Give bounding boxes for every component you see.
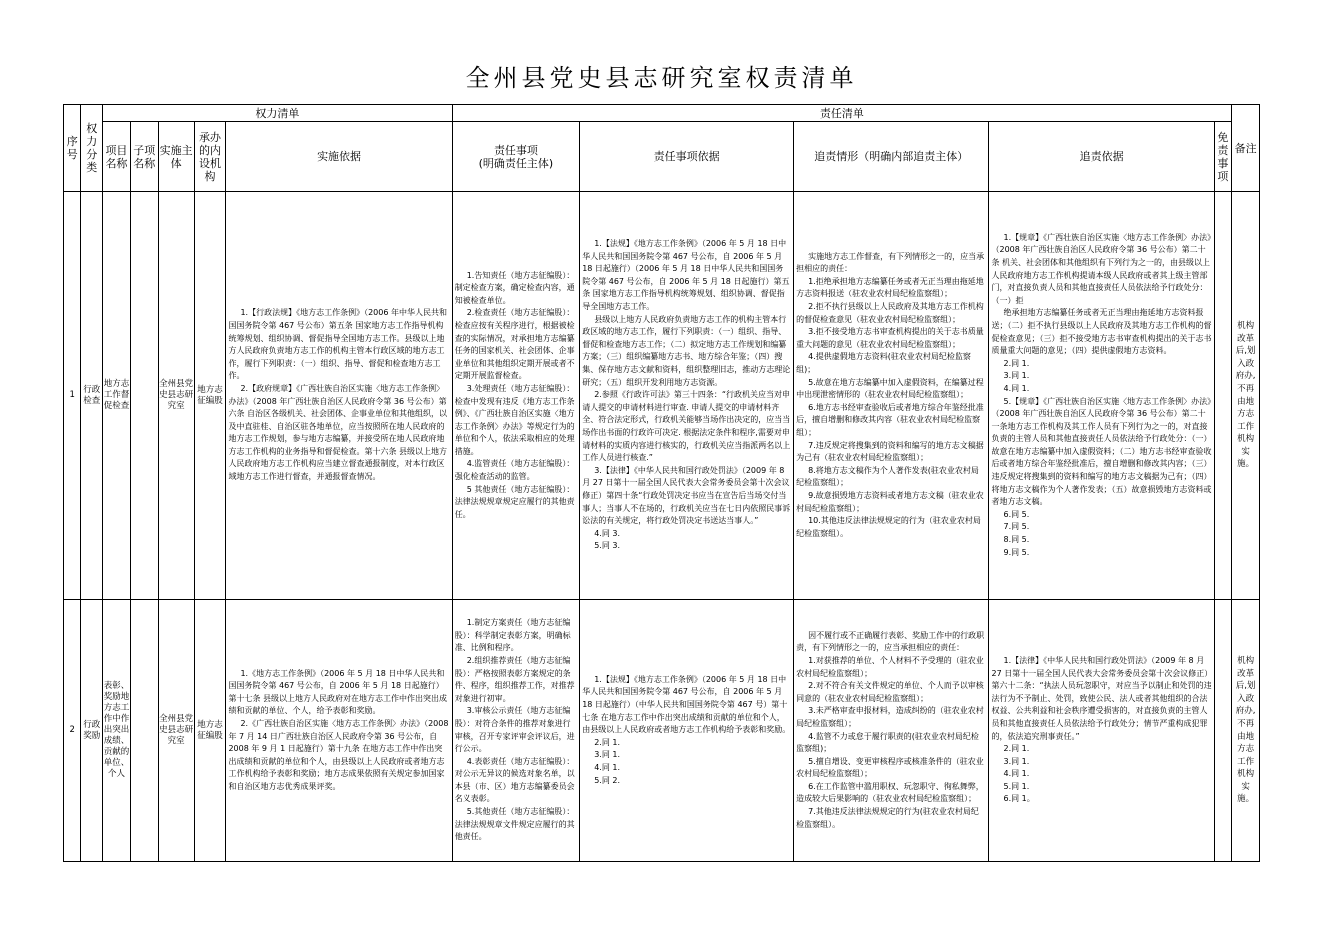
col-resp-item: 责任事项 (明确责任主体): [452, 122, 580, 192]
cell-paragraph: 4.监管责任（地方志征编股）：强化检查活动的监管。: [454, 459, 575, 482]
cell-org: 地方志征编股: [194, 192, 226, 600]
col-org: 承办的内设机构: [194, 122, 226, 192]
cell-basis: [226, 600, 452, 862]
cell-remark: 机构改革后,划入政府办,不再由地方志工作机构实施。: [1232, 192, 1260, 600]
cell-paragraph: 1.对获推荐的单位、个人材料不予受理的（驻农业农村局纪检监察组）；: [796, 655, 984, 678]
cell-paragraph: 4.监管不力或怠于履行职责的(驻农业农村局纪检监察组)；: [796, 731, 979, 754]
responsibility-table: [63, 104, 1260, 862]
cell-paragraph: 5.同 2.: [594, 775, 621, 785]
cell-paragraph: 5.擅自增设、变更审核程序或核准条件的（驻农业农村局纪检监察组）；: [796, 756, 984, 779]
cell-paragraph: 5.同 1.: [1003, 781, 1030, 791]
cell-paragraph: 1.《地方志工作条例》（2006 年 5 月 18 日中华人民共和国国务院令第 467 号公布，自 2006 年 5 月 18 日起施行）第十七条 县级以上地方人民政府对在地方志工作中作出突出成绩和贡献的单位、个人，给予表彰和奖励。: [228, 668, 447, 716]
cell-resp-basis: [580, 192, 794, 600]
cell-paragraph: 4.同 1.: [1003, 769, 1030, 779]
header-resp-list: 责任清单: [452, 105, 1231, 122]
cell-paragraph: 4.同 1.: [1003, 383, 1030, 393]
cell-remark: 机构改革后,划入政府办,不再由地方志工作机构实施。: [1232, 600, 1260, 862]
cell-category: 行政奖励: [81, 600, 103, 862]
cell-paragraph: 3.处理责任（地方志征编股）：检查中发现有违反《地方志工作条例》、《广西壮族自治区实施〈地方志工作条例〉办法》等规定行为的单位和个人，依法采取相应的处理措施。: [454, 383, 575, 456]
cell-resp-item: [452, 192, 580, 600]
cell-paragraph: 3.拒不接受地方志书审查机构提出的关于志书质量重大问题的意见（驻农业农村局纪检监察组）；: [796, 327, 984, 349]
cell-subject: 全州县党史县志研究室: [158, 192, 194, 600]
cell-paragraph: 实施地方志工作督查，有下列情形之一的，应当承担相应的责任：: [796, 251, 985, 274]
header-row-2: [64, 122, 1260, 192]
cell-paragraph: 3.未严格审查申报材料，造成纠纷的（驻农业农村局纪检监察组）；: [796, 706, 984, 728]
cell-paragraph: 2.对不符合有关文件规定的单位、个人而予以审核同意的（驻农业农村局纪检监察组）；: [796, 681, 984, 703]
cell-paragraph: 5.故意在地方志编纂中加入虚假资料，在编纂过程中出现泄密情形的（驻农业农村局纪检监察组）；: [796, 377, 984, 400]
cell-paragraph: 7.同 5.: [1003, 522, 1030, 532]
cell-paragraph: 1.制定方案责任（地方志征编股）：科学制定表彰方案，明确标准、比例和程序。: [454, 618, 571, 653]
cell-resp-item: [452, 600, 580, 862]
cell-basis: [226, 192, 452, 600]
cell-item-name: 地方志工作督促检查: [103, 192, 131, 600]
cell-paragraph: 3.审核公示责任（地方志征编股）：对符合条件的推荐对象进行审核，召开专家评审会评议后，进行公示。: [454, 706, 575, 754]
col-remark: 备注: [1232, 105, 1260, 192]
col-category: 权力分类: [81, 105, 103, 192]
cell-paragraph: 1.【规章】《广西壮族自治区实施〈地方志工作条例〉办法》（2008 年广西壮族自治区人民政府令第 36 号公布）第二十条 机关、社会团体和其他组织有下列行为之一的，由县级以上人民政府地方志工作机构提请本级人民政府或者其上级主管部门，对直接负责人员和其他直接责任人员依法给予行政处分：（一）拒: [991, 232, 1212, 305]
cell-paragraph: 县级以上地方人民政府负责地方志工作的机构主管本行政区域的地方志工作，履行下列职责：（一）组织、指导、督促和检查地方志工作；（二）拟定地方志工作规划和编纂方案；（三）组织编纂地方志书、地方综合年鉴；（四）搜集、保存地方志文献和资料，组织整理旧志，推动方志理论研究；（五）组织开发利用地方志资源。: [582, 314, 791, 387]
col-subject: 实施主体: [158, 122, 194, 192]
cell-seq: 2: [64, 600, 81, 862]
col-seq: 序号: [64, 105, 81, 192]
cell-paragraph: 4.提供虚假地方志资料(驻农业农村局纪检监察组)；: [796, 352, 971, 375]
cell-paragraph: 8.同 5.: [1003, 535, 1030, 545]
cell-paragraph: 2.组织推荐责任（地方志征编股）：严格按照表彰方案规定的条件、程序，组织推荐工作，对推荐对象进行初审。: [454, 655, 575, 703]
cell-paragraph: 1.【法规】《地方志工作条例》（2006 年 5 月 18 日中华人民共和国国务院令第 467 号公布，自 2006 年 5 月 18 日起施行）（中华人民共和国国务院令第 467 号）第十七条 在地方志工作中作出突出成绩和贡献的单位和个人，由县级以上人民政府或者地方志工作机构给予表彰和奖励。: [582, 674, 791, 735]
cell-pursue: [794, 600, 989, 862]
cell-paragraph: 2.参照《行政许可法》第三十四条：“行政机关应当对申请人提交的申请材料进行审查. 申请人提交的申请材料齐全、符合法定形式，行政机关能够当场作出决定的，应当当场作出书面的行政许可决定. 根据法定条件和程序,需要对申请材料的实质内容进行核实的，行政机关应当指派两名以上工作人员进行核查.”: [582, 390, 791, 463]
page-title: 全州县党史县志研究室权责清单: [465, 64, 858, 92]
cell-paragraph: 4.同 3.: [594, 528, 621, 538]
cell-paragraph: 7.违反规定将搜集到的资料和编写的地方志文稿据为己有（驻农业农村局纪检监察组）；: [796, 440, 984, 463]
cell-paragraph: 3.同 1.: [1003, 371, 1030, 381]
cell-paragraph: 因不履行或不正确履行表彰、奖励工作中的行政职责，有下列情形之一的，应当承担相应的责任：: [796, 630, 985, 653]
cell-paragraph: 5 其他责任（地方志征编股）：法律法规规章规定应履行的其他责任。: [454, 484, 575, 519]
cell-paragraph: 1.【法律】《中华人民共和国行政处罚法》（2009 年 8 月 27 日第十一届全国人民代表大会常务委员会第十次会议修正）第六十二条：“执法人员玩忽职守，对应当予以制止和处罚的违法行为不予制止、处罚，致使公民、法人或者其他组织的合法权益、公共利益和社会秩序遭受损害的，对直接负责的主管人员和其他直接责任人员依法给予行政处分；情节严重构成犯罪的，依法追究刑事责任。”: [991, 655, 1212, 741]
cell-paragraph: 2.同 1.: [594, 737, 621, 747]
col-basis: 实施依据: [226, 122, 452, 192]
cell-paragraph: 6.地方志书经审查验收后或者地方综合年鉴经批准后，擅自增删和修改其内容（驻农业农村局纪检监察组）；: [796, 402, 984, 437]
cell-paragraph: 3.同 1.: [594, 750, 621, 760]
cell-pursue-basis: [989, 600, 1214, 862]
cell-exempt: [1214, 192, 1231, 600]
cell-paragraph: 3.同 1.: [1003, 756, 1030, 766]
table-row: [64, 192, 1260, 600]
cell-paragraph: 6.同 1。: [1003, 794, 1035, 804]
cell-paragraph: 2.同 1.: [1003, 358, 1030, 368]
cell-paragraph: 4.同 1.: [594, 762, 621, 772]
cell-paragraph: 绝承担地方志编纂任务或者无正当理由拖延地方志资料报送；（二）拒不执行县级以上人民政府及其地方志工作机构的督促检查意见；（三）拒不接受地方志书审查机构提出的关于志书质量重大问题的意见；（四）提供虚假地方志资料。: [991, 308, 1212, 356]
col-pursue-basis: 追责依据: [989, 122, 1214, 192]
header-power-list: 权力清单: [103, 105, 453, 122]
col-resp-basis: 责任事项依据: [580, 122, 794, 192]
cell-sub-name: [130, 192, 158, 600]
header-row-1: [64, 105, 1260, 122]
cell-paragraph: 1.【法规】《地方志工作条例》（2006 年 5 月 18 日中华人民共和国国务院令第 467 号公布，自 2006 年 5 月 18 日起施行）（2006 年 5 月 18 日中华人民共和国国务院令第 467 号公布，自 2006 年 5 月 18 日起施行）第五条 国家地方志工作指导机构统筹规划、组织协调、督促指导全国地方志工作。: [582, 239, 790, 312]
cell-org: 地方志征编股: [194, 600, 226, 862]
cell-paragraph: 7.其他违反法律法规规定的行为(驻农业农村局纪检监察组）。: [796, 807, 979, 829]
cell-paragraph: 4.表彰责任（地方志征编股）：对公示无异议的候选对象名单，以本县（市、区）地方志编纂委员会名义表彰。: [454, 756, 575, 804]
table-row: [64, 600, 1260, 862]
cell-sub-name: [130, 600, 158, 862]
col-pursue: 追责情形（明确内部追责主体）: [794, 122, 989, 192]
cell-paragraph: 5.【规章】《广西壮族自治区实施〈地方志工作条例〉办法》（2008 年广西壮族自治区人民政府令第 36 号公布）第二十一条地方志工作机构及其工作人员有下列行为之一的，对直接负责的主管人员和其他直接责任人员依法给予行政处分：（一）故意在地方志编纂中加入虚假资料；（二）地方志书经审查验收后或者地方综合年鉴经批准后，擅自增删和修改其内容；（三）违反规定将搜集到的资料和编写的地方志文稿据为己有；（四）将地方志文稿作为个人著作发表；（五）故意损毁地方志资料或者地方志文稿。: [991, 396, 1212, 507]
cell-exempt: [1214, 600, 1231, 862]
cell-paragraph: 2.《广西壮族自治区实施〈地方志工作条例〉办法》（2008 年 7 月 14 日广西壮族自治区人民政府令第 36 号公布，自 2008 年 9 月 1 日起施行）第十九条 在地方志工作中作出突出成绩和贡献的单位和个人，由县级以上人民政府或者地方志工作机构给予表彰和奖励；地方志成果依照有关规定参加国家和自治区地方志优秀成果评奖。: [228, 718, 449, 791]
col-item-name: 项目名称: [103, 122, 131, 192]
col-exempt: 免责事项: [1214, 122, 1231, 192]
cell-pursue-basis: [989, 192, 1214, 600]
cell-paragraph: 2.拒不执行县级以上人民政府及其地方志工作机构的督促检查意见（驻农业农村局纪检监察组）；: [796, 302, 984, 324]
cell-resp-basis: [580, 600, 794, 862]
cell-paragraph: 10.其他违反法律法规规定的行为（驻农业农村局纪检监察组）。: [796, 516, 981, 538]
cell-paragraph: 1.告知责任（地方志征编股）：制定检查方案，确定检查内容，通知被检查单位。: [454, 270, 575, 305]
cell-subject: 全州县党史县志研究室: [158, 600, 194, 862]
cell-paragraph: 5.同 3.: [594, 541, 621, 551]
cell-paragraph: 6.在工作监管中滥用职权、玩忽职守、徇私舞弊，造成较大后果影响的（驻农业农村局纪检监察组）；: [796, 781, 984, 804]
cell-item-name: 表彰、奖励地方志工作中作出突出成绩、贡献的单位、个人: [103, 600, 131, 862]
cell-category: 行政检查: [81, 192, 103, 600]
cell-paragraph: 8.将地方志文稿作为个人著作发表(驻农业农村局纪检监察组）；: [796, 465, 979, 488]
cell-paragraph: 9.故意损毁地方志资料或者地方志文稿（驻农业农村局纪检监察组）；: [796, 490, 984, 513]
cell-paragraph: 1.【行政法规】《地方志工作条例》（2006 年中华人民共和国国务院令第 467 号公布）第五条 国家地方志工作指导机构统筹规划、组织协调、督促指导全国地方志工作。县级以上地方人民政府负责地方志工作的机构主管本行政区域的地方志工作，履行下列职责：（一）组织、指导、督促和检查地方志工作。: [228, 308, 447, 381]
cell-pursue: [794, 192, 989, 600]
cell-paragraph: 5.其他责任（地方志征编股）：法律法规规章文件规定应履行的其他责任。: [454, 807, 575, 842]
cell-paragraph: 9.同 5.: [1003, 547, 1030, 557]
cell-seq: 1: [64, 192, 81, 600]
cell-paragraph: 1.拒绝承担地方志编纂任务或者无正当理由拖延地方志资料报送（驻农业农村局纪检监察组）；: [796, 276, 984, 299]
col-sub-name: 子项名称: [130, 122, 158, 192]
cell-paragraph: 2.检查责任（地方志征编股）：检查应按有关程序进行，根据被检查的实际情况，对承担地方志编纂任务的国家机关、社会团体、企事业单位和其他组织定期开展或者不定期开展监督检查。: [454, 308, 575, 381]
cell-paragraph: 2.同 1.: [1003, 744, 1030, 754]
cell-paragraph: 2.【政府规章】《广西壮族自治区实施〈地方志工作条例〉办法》（2008 年广西壮族自治区人民政府令第 36 号公布）第六条 自治区各级机关、社会团体、企事业单位和其他组织，以及中直驻桂、自治区驻各地单位，应当按照所在地人民政府的地方志工作规划，参与地方志编纂，并接受所在地人民政府地方志工作机构的业务指导和督促检查。第十六条 县级以上地方人民政府地方志工作机构应当建立督查通报制度，对本行政区域地方志工作进行督查，并通报督查情况。: [228, 383, 447, 482]
cell-paragraph: 6.同 5.: [1003, 509, 1030, 519]
cell-paragraph: 3.【法律】《中华人民共和国行政处罚法》（2009 年 8 月 27 日第十一届全国人民代表大会常务委员会第十次会议修正）第四十条“行政处罚决定书应当在宣告后当场交付当事人；当事人不在场的，行政机关应当在七日内依照民事诉讼法的有关规定，将行政处罚决定书送达当事人。”: [582, 465, 791, 526]
